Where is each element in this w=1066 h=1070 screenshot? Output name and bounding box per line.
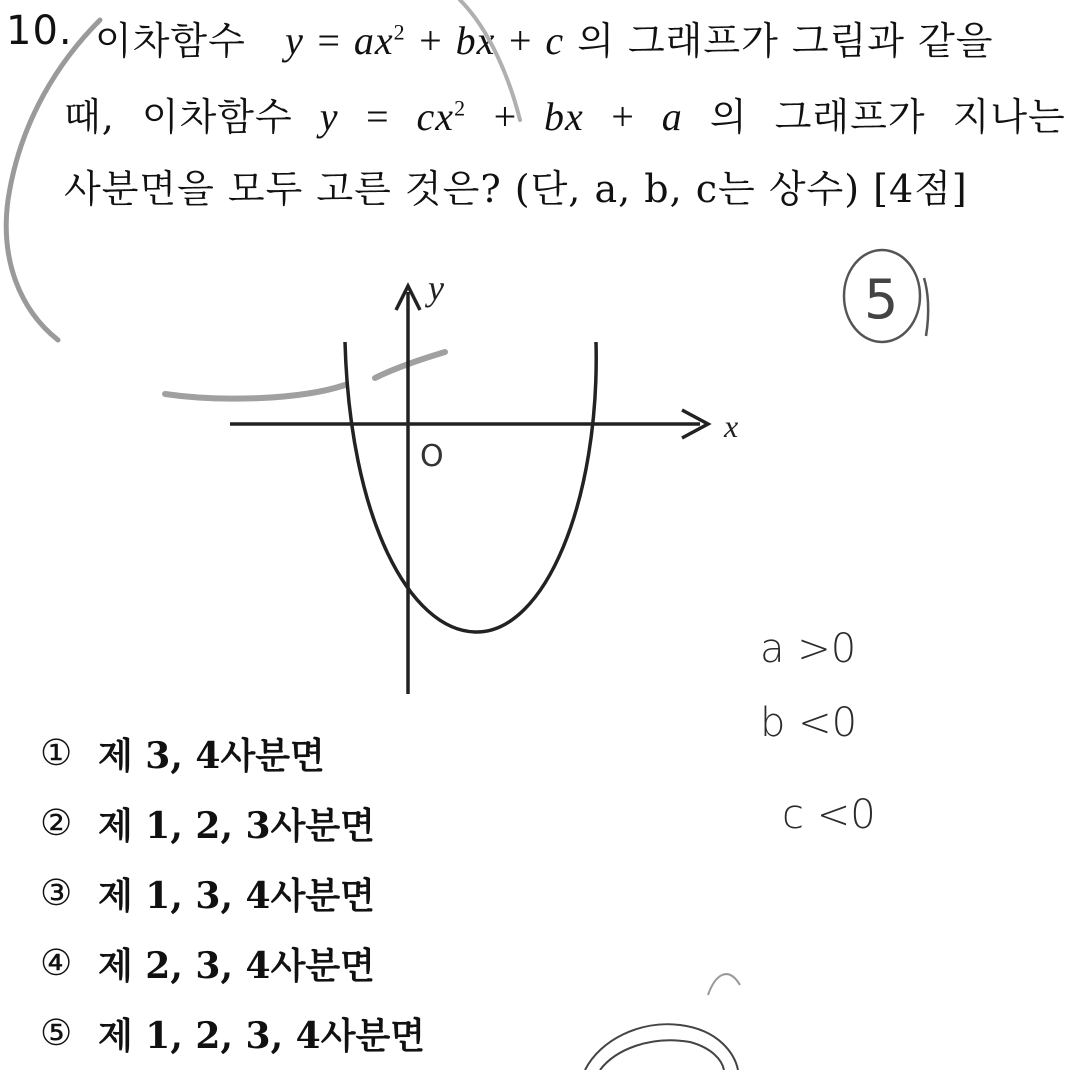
doodle-hook xyxy=(708,974,740,995)
choice-1-text: 제 3, 4사분면 xyxy=(98,734,325,777)
equation-1-head: y = ax xyxy=(285,18,394,63)
question-text-1b: 의 그래프가 그림과 같을 xyxy=(577,19,994,63)
equation-2-exponent: 2 xyxy=(454,95,467,121)
origin-label: O xyxy=(420,439,444,474)
handwritten-note-a: a >0 xyxy=(760,626,857,672)
choice-5-text: 제 1, 2, 3, 4사분면 xyxy=(98,1014,426,1057)
answer-tick xyxy=(924,278,928,336)
handwritten-note-b: b <0 xyxy=(760,700,858,746)
choice-5[interactable] xyxy=(40,998,425,1068)
question-line-3: 사분면을 모두 고른 것은? (단, a, b, c는 상수) [4점] xyxy=(64,167,968,211)
equation-1-tail: + bx + c xyxy=(405,18,565,63)
choice-3-text: 제 1, 3, 4사분면 xyxy=(98,874,375,917)
choice-2-mark: ② xyxy=(40,802,73,844)
y-axis-label: y xyxy=(428,268,444,308)
choice-3[interactable] xyxy=(40,858,425,928)
choice-1[interactable] xyxy=(40,718,425,788)
equation-2-head: y = cx xyxy=(319,94,455,139)
pencil-scribble-graph-right xyxy=(375,352,445,378)
choice-4[interactable] xyxy=(40,928,425,998)
answer-circle-mark xyxy=(840,236,932,346)
equation-2-tail: + bx + a xyxy=(466,94,683,139)
question-text-1a: 이차함수 xyxy=(95,19,246,63)
handwritten-note-c: c <0 xyxy=(782,792,876,838)
x-axis-label: x xyxy=(724,408,739,444)
choice-1-mark: ① xyxy=(40,732,73,774)
parabola-curve xyxy=(345,342,596,632)
answer-digit: 5 xyxy=(864,268,899,331)
choice-2-text: 제 1, 2, 3사분면 xyxy=(98,804,375,847)
pencil-scribble-graph-left xyxy=(165,385,345,399)
choice-4-mark: ④ xyxy=(40,942,73,984)
doodle-bottom-inner xyxy=(600,1040,724,1070)
question-text-2a: 때, 이차함수 xyxy=(64,95,293,139)
answer-choices xyxy=(40,718,425,1068)
question-number: 10. xyxy=(6,8,73,54)
doodle-bottom xyxy=(585,1024,738,1070)
pencil-scribble-left xyxy=(6,20,100,340)
equation-1-exponent: 2 xyxy=(393,19,406,45)
pencil-scribble-top xyxy=(460,0,520,120)
choice-3-mark: ③ xyxy=(40,872,73,914)
choice-2[interactable] xyxy=(40,788,425,858)
choice-5-mark: ⑤ xyxy=(40,1012,73,1054)
question-text-2b: 의 그래프가 지나는 xyxy=(709,95,1066,139)
choice-4-text: 제 2, 3, 4사분면 xyxy=(98,944,375,987)
